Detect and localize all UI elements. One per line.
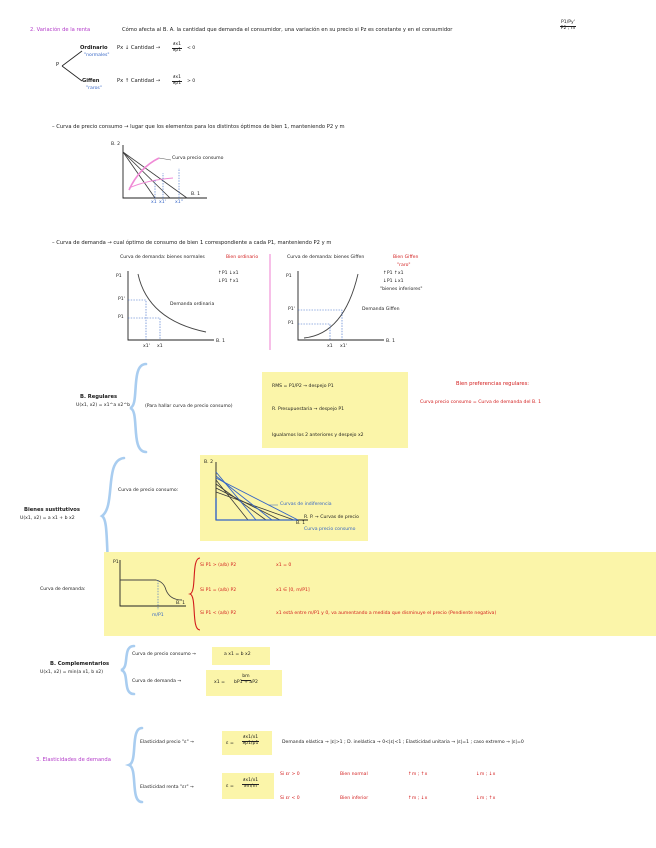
demand-right-caption: Curva de demanda: bienes Giffen <box>287 255 365 260</box>
branch-giffen-text: Px ↑ Cantidad → <box>117 78 161 84</box>
regulares-step-1: RMS = P1/P2 → despejo P1 <box>272 384 334 389</box>
section-2-title: 2. Variación de la renta <box>30 27 91 33</box>
demand-left-note-1: ↑P1 ↓x1 <box>218 271 239 276</box>
sust-demand-tick: m/P1 <box>152 613 164 618</box>
comp-d-fraction: $\frac{bm}{bP1 + aP2}$ <box>234 674 258 685</box>
e2-row-2-b: ↓m ; ↑x <box>476 796 496 801</box>
demand-right-note-1: ↑P1 ↑x1 <box>383 271 404 276</box>
e1-fraction: $\frac{\partial x1/x1}{\partial p1/p1}$ <box>242 735 259 746</box>
demand-left-x-tick-1: x1' <box>143 344 150 349</box>
demand-heading: – Curva de demanda → cual óptimo de consumo de bien 1 correspondiente a cada P1, manteniendo P2 y m <box>52 240 332 246</box>
comp-pc-value: a x1 = b x2 <box>224 652 251 657</box>
price-consumption-heading: – Curva de precio consumo → lugar que los elementos para los distintos óptimos de bien 1, manteniendo P2 y m <box>52 124 345 130</box>
demand-left-caption: Curva de demanda: bienes normales <box>120 255 205 260</box>
sust-demand-x: B. 1 <box>176 601 185 606</box>
p-node-label: P <box>56 62 60 68</box>
sust-graph-y-label: B. 2 <box>204 460 213 465</box>
e2-row-2-kind: Bien inferior <box>340 796 369 801</box>
demand-right-note-2: ↓P1 ↓x1 <box>383 279 404 284</box>
e2-row-1-cond: Si εr > 0 <box>280 772 300 777</box>
branch-giffen-tail: > 0 <box>187 79 196 84</box>
e1-lhs: ε = <box>226 741 234 746</box>
regulares-label: B. Regulares <box>80 394 118 400</box>
branch-giffen-sub: "raros" <box>86 86 102 91</box>
branch-giffen-fraction: $\frac{\partial x1}{\partial p1}$ <box>172 75 182 86</box>
demand-right-axis-x: B. 1 <box>386 339 395 344</box>
branch-ordinario-tail: < 0 <box>187 46 196 51</box>
regulares-note-body: Curva precio consumo = Curva de demanda del B. 1 <box>420 400 542 405</box>
regulares-note-title: Bien preferencias regulares: <box>456 381 530 387</box>
e2-fraction: $\frac{\partial x1/x1}{\partial m/m}$ <box>243 778 259 789</box>
sust-cond-3: Si P1 < (a/b) P2 <box>200 611 237 616</box>
regulares-step-2: R. Presupuestaria → despejo P1 <box>272 407 345 412</box>
sustitutivos-graph <box>208 458 358 538</box>
sust-res-1: x1 = 0 <box>276 563 292 568</box>
demand-right-x-tick-2: x1' <box>340 344 347 349</box>
sustitutivos-label: Bienes sustitutivos <box>24 507 80 513</box>
pc-graph-legend: Curva precio consumo <box>172 156 224 161</box>
pc-tick-1: x1 <box>151 200 157 205</box>
sustitutivos-pc-label: Curva de precio consumo: <box>118 488 179 493</box>
sust-res-2: x1 ∈ [0, m/P1] <box>276 588 310 593</box>
sust-demand-label: Curva de demanda: <box>40 587 86 592</box>
branch-ordinario-text: Px ↓ Cantidad → <box>117 45 161 51</box>
e2-row-1-b: ↓m ; ↓x <box>476 772 496 777</box>
branch-giffen-label: Giffen <box>82 78 100 84</box>
comp-pc-label: Curva de precio consumo → <box>132 652 196 657</box>
e2-row-2-cond: Si εr < 0 <box>280 796 300 801</box>
demand-divider <box>268 254 272 350</box>
demand-left-p-tick-1: P1' <box>118 297 125 302</box>
e2-row-1-a: ↑m ; ↑x <box>408 772 428 777</box>
sust-cond-1: Si P1 > (a/b) P2 <box>200 563 237 568</box>
demand-right-x-tick-1: x1 <box>327 344 333 349</box>
e2-label: Elasticidad renta "εr" → <box>140 785 194 790</box>
demand-ordinary-graph <box>120 268 220 348</box>
pc-graph-x-label: B. 1 <box>191 192 200 197</box>
demand-right-curve-label: Demanda Giffen <box>362 307 400 312</box>
demand-right-note-3: "bienes inferiores" <box>380 287 423 292</box>
section-2-description: Cómo afecta al B. A. la cantidad que demanda el consumidor, una variación en su precio si Pz es constante y en el consumidor <box>122 27 453 33</box>
comp-d-lhs: x1 = <box>214 680 225 685</box>
sust-legend-1: Curvas de indiferencia <box>280 502 332 507</box>
demand-right-p-tick-1: P1' <box>288 307 295 312</box>
demand-left-axis-x: B. 1 <box>216 339 225 344</box>
elasticidades-bracket <box>126 726 146 804</box>
regulares-formula: U(x1, x2) = x1^a x2^b <box>76 403 131 408</box>
complementarios-label: B. Complementarios <box>50 661 110 667</box>
pc-tick-3: x1'' <box>175 200 184 205</box>
comp-d-label: Curva de demanda → <box>132 679 182 684</box>
sust-res-3: x1 está entre m/P1 y 0, va aumentando a medida que disminuye el precio (Pendiente negativa) <box>276 611 497 616</box>
e1-label: Elasticidad precio "ε" → <box>140 740 194 745</box>
regulares-step-3: Igualamos los 2 anteriores y despejo x2 <box>272 433 364 438</box>
pc-tick-2: x1' <box>159 200 166 205</box>
e1-text: Demanda elástica → |ε|>1 ; D. inelástica → 0<|ε|<1 ; Elasticidad unitaria → |ε|=1 ; caso extremo → |ε|=0 <box>282 740 524 745</box>
e2-lhs: ε = <box>226 784 234 789</box>
demand-right-sub: "raro" <box>397 263 411 268</box>
branch-ordinario-label: Ordinario <box>80 45 108 51</box>
demand-right-tag: Bien Giffen <box>393 255 419 260</box>
e2-row-1-kind: Bien normal <box>340 772 368 777</box>
demand-left-note-2: ↓P1 ↑x1 <box>218 279 239 284</box>
sust-cond-2: Si P1 = (a/b) P2 <box>200 588 237 593</box>
e2-row-2-a: ↑m ; ↓x <box>408 796 428 801</box>
demand-right-axis-p: P1 <box>286 274 292 279</box>
sust-demand-y: P1 <box>113 560 119 565</box>
section-2-fraction: $\frac{P1/Py'}{P2 ; m}$ <box>560 20 576 31</box>
sust-legend-2: R. P. → Curvas de precio <box>304 515 359 520</box>
complementarios-formula: U(x1, x2) = min(a x1, b x2) <box>40 670 104 675</box>
demand-right-p-tick-2: P1 <box>288 321 294 326</box>
sust-legend-3: Curva precio consumo <box>304 527 356 532</box>
demand-left-tag: Bien ordinario <box>226 255 259 260</box>
pc-graph-y-label: B. 2 <box>111 142 120 147</box>
sustitutivos-formula: U(x1, x2) = a x1 + b x2 <box>20 516 75 521</box>
regulares-lead: (Para hallar curva de precio consumo) <box>145 404 233 409</box>
demand-left-p-tick-2: P1 <box>118 315 124 320</box>
demand-left-axis-p: P1 <box>116 274 122 279</box>
elasticidades-label: 3. Elasticidades de demanda <box>36 757 111 763</box>
demand-left-x-tick-2: x1 <box>157 344 163 349</box>
demand-left-curve-label: Demanda ordinaria <box>170 302 215 307</box>
branch-ordinario-sub: "normales" <box>84 53 110 58</box>
sust-graph-x-label: B. 1 <box>296 521 305 526</box>
branch-ordinario-fraction: $\frac{\partial x1}{\partial p1}$ <box>172 42 182 53</box>
